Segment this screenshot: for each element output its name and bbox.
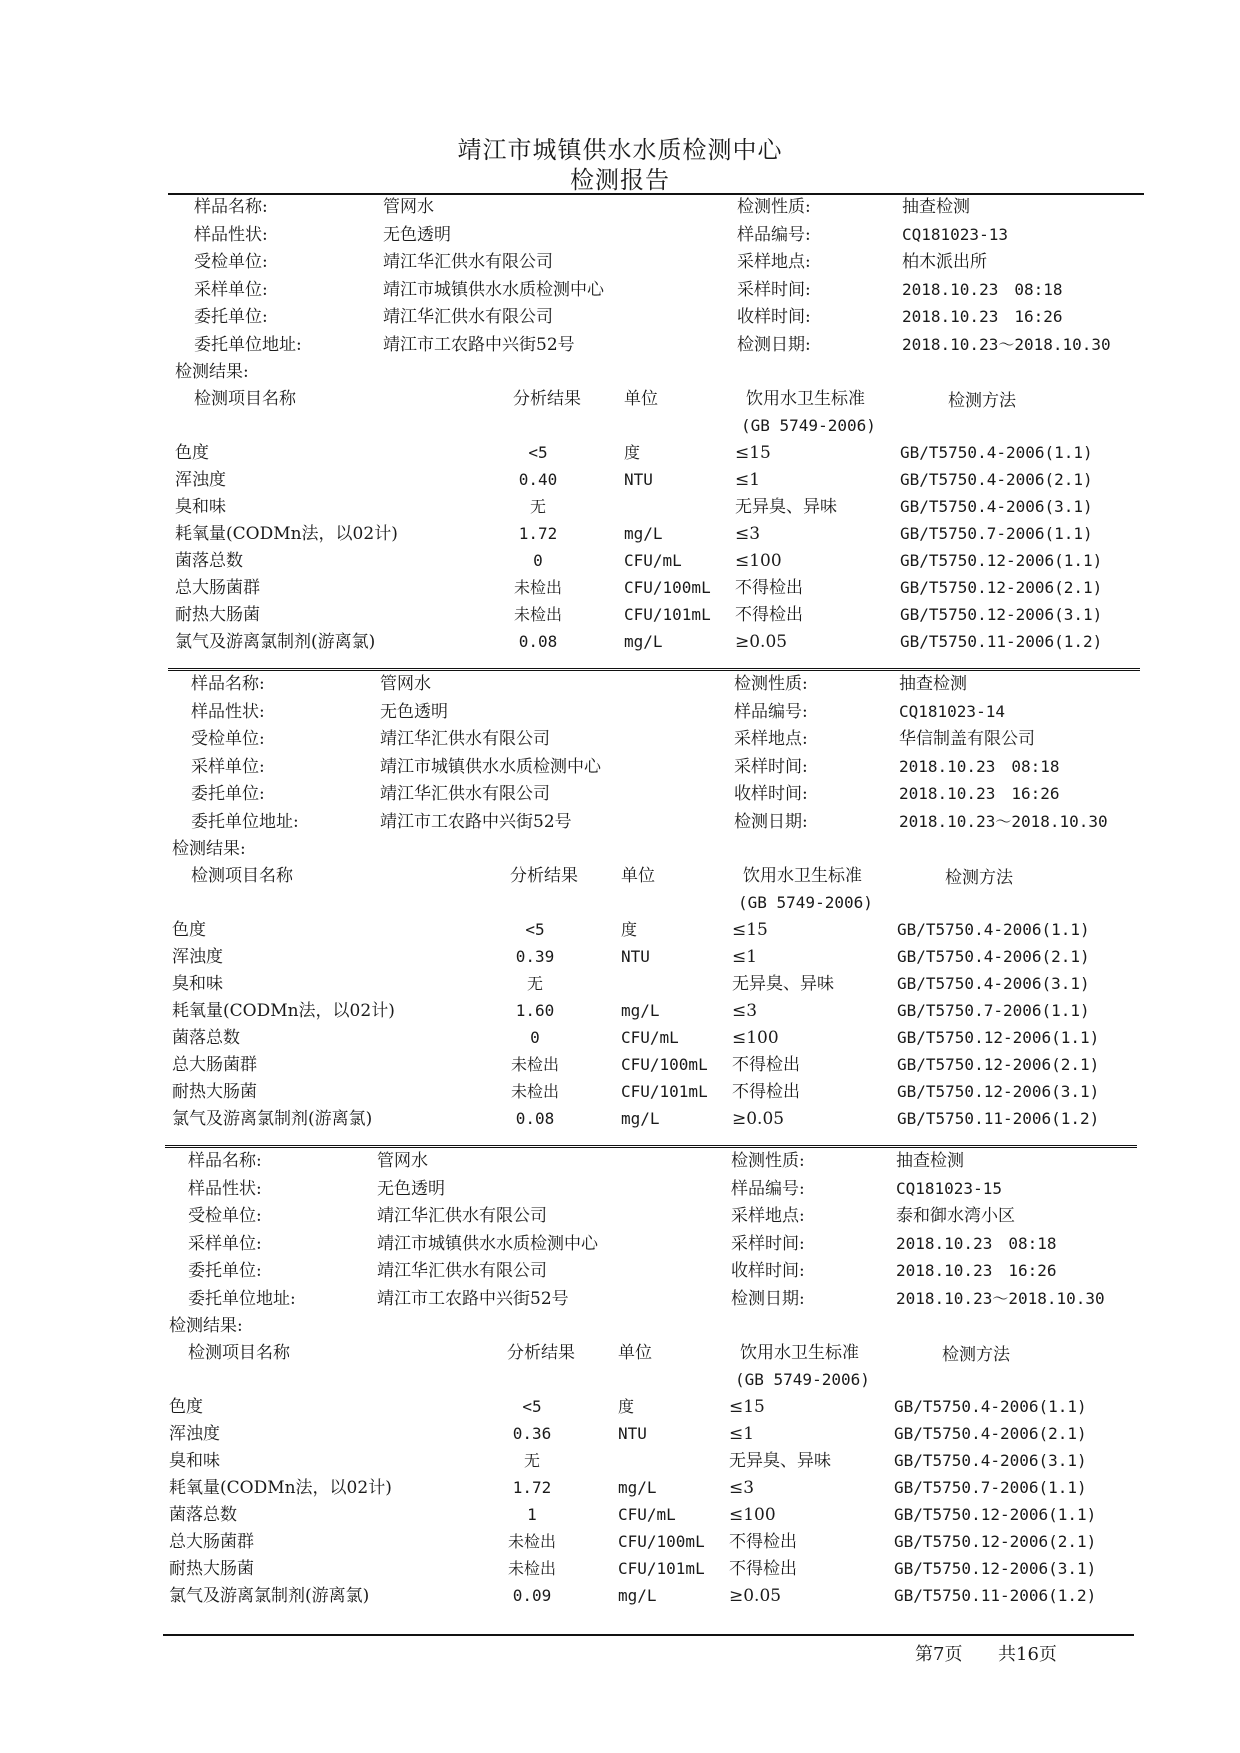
info-value: 靖江市城镇供水水质检测中心 (380, 756, 601, 777)
table-cell-unit: CFU/101mL (618, 1559, 705, 1578)
column-header: 分析结果 (510, 866, 578, 886)
table-cell-method: GB/T5750.7-2006(1.1) (900, 524, 1093, 543)
table-cell-method: GB/T5750.12-2006(3.1) (894, 1559, 1097, 1578)
info-value: CQ181023-15 (896, 1178, 1002, 1198)
info-value: 靖江市城镇供水水质检测中心 (383, 279, 604, 300)
table-cell-item: 臭和味 (172, 974, 223, 994)
table-cell-method: GB/T5750.7-2006(1.1) (894, 1478, 1087, 1497)
top-rule (168, 193, 1144, 195)
table-cell-method: GB/T5750.11-2006(1.2) (897, 1109, 1100, 1128)
table-cell-item: 菌落总数 (172, 1028, 240, 1048)
table-cell-method: GB/T5750.12-2006(1.1) (897, 1028, 1100, 1047)
table-cell-standard: 无异臭、异味 (735, 497, 837, 517)
info-value: 2018.10.23～2018.10.30 (899, 811, 1108, 831)
info-value: CQ181023-13 (902, 224, 1008, 244)
info-value: 2018.10.23 08:18 (899, 756, 1060, 776)
table-cell-item: 氯气及游离氯制剂(游离氯) (175, 632, 376, 652)
table-cell-result: 0.09 (512, 1586, 552, 1605)
info-label: 检测性质: (731, 1151, 805, 1171)
table-cell-standard: ≤3 (735, 524, 761, 544)
info-label: 采样地点: (731, 1206, 805, 1226)
table-cell-item: 色度 (172, 920, 206, 940)
table-cell-standard: 不得检出 (732, 1082, 800, 1102)
info-value: 2018.10.23 16:26 (902, 307, 1063, 326)
table-cell-method: GB/T5750.4-2006(2.1) (897, 947, 1090, 966)
info-label: 样品名称: (191, 674, 265, 694)
table-cell-method: GB/T5750.4-2006(3.1) (894, 1451, 1087, 1470)
info-label: 受检单位: (188, 1206, 262, 1226)
info-label: 采样地点: (737, 252, 811, 272)
table-cell-item: 耗氧量(CODMn法，以02计) (169, 1478, 392, 1498)
table-cell-standard: ≤3 (732, 1001, 758, 1021)
table-cell-unit: mg/L (621, 1109, 660, 1128)
info-label: 检测性质: (734, 674, 808, 694)
sample-block (0, 1150, 1240, 1630)
column-header: (GB 5749-2006) (738, 893, 873, 912)
table-cell-item: 耐热大肠菌 (175, 605, 260, 625)
table-cell-standard: ≤15 (735, 443, 771, 463)
info-label: 采样时间: (737, 279, 811, 300)
table-cell-standard: ≤1 (735, 470, 761, 490)
info-value: 抽查检测 (899, 674, 967, 694)
table-cell-item: 氯气及游离氯制剂(游离氯) (172, 1109, 373, 1129)
column-header: 单位 (624, 389, 658, 409)
table-cell-result: 0 (530, 1028, 540, 1047)
table-cell-standard: ≥0.05 (732, 1109, 785, 1129)
page-total: 共16页 (998, 1644, 1057, 1665)
table-cell-unit: mg/L (624, 524, 663, 543)
table-cell-unit: CFU/101mL (624, 605, 711, 624)
table-cell-unit: CFU/100mL (618, 1532, 705, 1551)
info-value: CQ181023-14 (899, 701, 1005, 721)
table-cell-standard: 不得检出 (729, 1532, 797, 1552)
table-cell-result: 未检出 (507, 1559, 557, 1578)
table-cell-standard: ≤15 (729, 1397, 765, 1417)
table-cell-result: <5 (528, 443, 548, 462)
table-cell-standard: ≤100 (735, 551, 782, 571)
column-header: 检测方法 (948, 391, 1016, 411)
table-cell-unit: CFU/100mL (624, 578, 711, 597)
info-value: 靖江市工农路中兴街52号 (377, 1288, 569, 1309)
table-cell-method: GB/T5750.11-2006(1.2) (894, 1586, 1097, 1605)
info-label: 采样时间: (731, 1233, 805, 1254)
info-label: 委托单位: (194, 307, 268, 327)
info-value: 靖江华汇供水有限公司 (380, 784, 550, 804)
table-cell-method: GB/T5750.11-2006(1.2) (900, 632, 1103, 651)
table-cell-method: GB/T5750.12-2006(2.1) (894, 1532, 1097, 1551)
table-cell-item: 菌落总数 (169, 1505, 237, 1525)
table-cell-unit: CFU/mL (618, 1505, 676, 1524)
results-heading: 检测结果: (172, 839, 246, 859)
info-value: 华信制盖有限公司 (899, 729, 1035, 749)
info-value: 泰和御水湾小区 (896, 1206, 1015, 1226)
info-value: 管网水 (383, 197, 434, 217)
table-cell-standard: ≤15 (732, 920, 768, 940)
info-label: 检测性质: (737, 197, 811, 217)
table-cell-standard: ≤1 (732, 947, 758, 967)
table-cell-item: 氯气及游离氯制剂(游离氯) (169, 1586, 370, 1606)
table-cell-method: GB/T5750.12-2006(2.1) (897, 1055, 1100, 1074)
table-cell-unit: NTU (618, 1424, 647, 1443)
info-label: 采样单位: (191, 756, 265, 777)
table-cell-item: 浑浊度 (172, 947, 223, 967)
info-value: 无色透明 (377, 1178, 445, 1199)
organization-title: 靖江市城镇供水水质检测中心 (457, 136, 783, 164)
table-cell-result: <5 (522, 1397, 542, 1416)
info-label: 样品名称: (188, 1151, 262, 1171)
table-cell-unit: 度 (621, 920, 638, 939)
table-cell-standard: 不得检出 (732, 1055, 800, 1075)
column-header: 饮用水卫生标准 (743, 866, 862, 886)
table-cell-standard: ≤100 (729, 1505, 776, 1525)
table-cell-unit: CFU/101mL (621, 1082, 708, 1101)
table-cell-method: GB/T5750.4-2006(1.1) (897, 920, 1090, 939)
sample-block (0, 196, 1240, 676)
page-number: 第7页 (915, 1644, 963, 1665)
table-cell-item: 总大肠菌群 (172, 1055, 257, 1075)
info-value: 2018.10.23 16:26 (899, 784, 1060, 803)
table-cell-item: 耐热大肠菌 (169, 1559, 254, 1579)
info-value: 靖江华汇供水有限公司 (383, 307, 553, 327)
table-cell-unit: mg/L (624, 632, 663, 651)
column-header: 检测方法 (945, 868, 1013, 888)
table-cell-standard: ≤1 (729, 1424, 755, 1444)
info-value: 抽查检测 (896, 1151, 964, 1171)
table-cell-method: GB/T5750.12-2006(3.1) (900, 605, 1103, 624)
info-label: 样品性状: (191, 701, 265, 722)
info-value: 2018.10.23～2018.10.30 (896, 1288, 1105, 1308)
table-cell-method: GB/T5750.7-2006(1.1) (897, 1001, 1090, 1020)
info-value: 2018.10.23 08:18 (896, 1233, 1057, 1253)
table-cell-item: 臭和味 (175, 497, 226, 517)
info-value: 抽查检测 (902, 197, 970, 217)
table-cell-item: 臭和味 (169, 1451, 220, 1471)
bottom-rule (163, 1634, 1134, 1636)
table-cell-unit: mg/L (618, 1586, 657, 1605)
table-cell-item: 色度 (169, 1397, 203, 1417)
info-label: 委托单位: (188, 1261, 262, 1281)
info-label: 委托单位地址: (191, 811, 299, 832)
table-cell-unit: NTU (621, 947, 650, 966)
table-cell-standard: 不得检出 (735, 605, 803, 625)
table-cell-result: 1.72 (518, 524, 558, 543)
info-value: 靖江华汇供水有限公司 (377, 1261, 547, 1281)
info-value: 管网水 (377, 1151, 428, 1171)
info-value: 靖江市城镇供水水质检测中心 (377, 1233, 598, 1254)
results-heading: 检测结果: (175, 362, 249, 382)
table-cell-unit: 度 (624, 443, 641, 462)
info-label: 委托单位地址: (194, 334, 302, 355)
table-cell-result: <5 (525, 920, 545, 939)
table-cell-method: GB/T5750.4-2006(2.1) (894, 1424, 1087, 1443)
table-cell-standard: ≤100 (732, 1028, 779, 1048)
info-label: 样品编号: (731, 1178, 805, 1199)
table-cell-standard: 不得检出 (729, 1559, 797, 1579)
table-cell-item: 总大肠菌群 (175, 578, 260, 598)
column-header: 饮用水卫生标准 (746, 389, 865, 409)
sample-block (0, 673, 1240, 1153)
column-header: 检测方法 (942, 1345, 1010, 1365)
table-cell-result: 未检出 (507, 1532, 557, 1551)
info-label: 采样时间: (734, 756, 808, 777)
table-cell-result: 1.72 (512, 1478, 552, 1497)
info-label: 收样时间: (734, 784, 808, 804)
column-header: 检测项目名称 (194, 389, 296, 409)
table-cell-standard: ≥0.05 (729, 1586, 782, 1606)
table-cell-standard: 无异臭、异味 (732, 974, 834, 994)
table-cell-result: 0.08 (518, 632, 558, 651)
info-value: 2018.10.23 08:18 (902, 279, 1063, 299)
table-cell-method: GB/T5750.4-2006(1.1) (900, 443, 1093, 462)
info-label: 样品性状: (194, 224, 268, 245)
info-label: 采样单位: (188, 1233, 262, 1254)
info-value: 2018.10.23 16:26 (896, 1261, 1057, 1280)
table-cell-result: 0 (533, 551, 543, 570)
info-label: 样品编号: (734, 701, 808, 722)
table-cell-method: GB/T5750.12-2006(1.1) (900, 551, 1103, 570)
table-cell-item: 耐热大肠菌 (172, 1082, 257, 1102)
results-heading: 检测结果: (169, 1316, 243, 1336)
column-header: 饮用水卫生标准 (740, 1343, 859, 1363)
table-cell-item: 浑浊度 (169, 1424, 220, 1444)
info-value: 无色透明 (383, 224, 451, 245)
table-cell-result: 无 (529, 497, 547, 516)
info-label: 委托单位地址: (188, 1288, 296, 1309)
report-title: 检测报告 (570, 166, 670, 194)
table-cell-item: 耗氧量(CODMn法，以02计) (175, 524, 398, 544)
table-cell-result: 1 (527, 1505, 537, 1524)
table-cell-unit: CFU/100mL (621, 1055, 708, 1074)
info-label: 采样地点: (734, 729, 808, 749)
table-cell-result: 未检出 (513, 605, 563, 624)
column-header: 检测项目名称 (188, 1343, 290, 1363)
table-cell-item: 浑浊度 (175, 470, 226, 490)
table-cell-result: 无 (526, 974, 544, 993)
info-label: 采样单位: (194, 279, 268, 300)
table-cell-item: 耗氧量(CODMn法，以02计) (172, 1001, 395, 1021)
info-label: 样品性状: (188, 1178, 262, 1199)
table-cell-result: 0.08 (515, 1109, 555, 1128)
table-cell-result: 0.36 (512, 1424, 552, 1443)
column-header: (GB 5749-2006) (741, 416, 876, 435)
table-cell-method: GB/T5750.12-2006(2.1) (900, 578, 1103, 597)
table-cell-method: GB/T5750.12-2006(3.1) (897, 1082, 1100, 1101)
table-cell-result: 1.60 (515, 1001, 555, 1020)
table-cell-method: GB/T5750.4-2006(1.1) (894, 1397, 1087, 1416)
info-label: 受检单位: (191, 729, 265, 749)
column-header: (GB 5749-2006) (735, 1370, 870, 1389)
info-label: 检测日期: (737, 334, 811, 355)
table-cell-result: 未检出 (510, 1055, 560, 1074)
table-cell-item: 总大肠菌群 (169, 1532, 254, 1552)
table-cell-result: 未检出 (513, 578, 563, 597)
column-header: 单位 (621, 866, 655, 886)
info-value: 靖江市工农路中兴街52号 (380, 811, 572, 832)
info-value: 靖江华汇供水有限公司 (383, 252, 553, 272)
table-cell-unit: mg/L (618, 1478, 657, 1497)
table-cell-standard: 无异臭、异味 (729, 1451, 831, 1471)
table-cell-unit: mg/L (621, 1001, 660, 1020)
info-label: 委托单位: (191, 784, 265, 804)
info-value: 无色透明 (380, 701, 448, 722)
table-cell-result: 0.40 (518, 470, 558, 489)
table-cell-result: 未检出 (510, 1082, 560, 1101)
table-cell-unit: CFU/mL (624, 551, 682, 570)
info-label: 收样时间: (731, 1261, 805, 1281)
table-cell-unit: CFU/mL (621, 1028, 679, 1047)
info-value: 靖江市工农路中兴街52号 (383, 334, 575, 355)
info-label: 检测日期: (731, 1288, 805, 1309)
table-cell-method: GB/T5750.4-2006(3.1) (897, 974, 1090, 993)
column-header: 单位 (618, 1343, 652, 1363)
table-cell-item: 菌落总数 (175, 551, 243, 571)
info-label: 收样时间: (737, 307, 811, 327)
table-cell-standard: ≥0.05 (735, 632, 788, 652)
info-label: 受检单位: (194, 252, 268, 272)
info-label: 样品编号: (737, 224, 811, 245)
info-value: 管网水 (380, 674, 431, 694)
column-header: 分析结果 (507, 1343, 575, 1363)
table-cell-standard: 不得检出 (735, 578, 803, 598)
info-value: 靖江华汇供水有限公司 (380, 729, 550, 749)
info-value: 靖江华汇供水有限公司 (377, 1206, 547, 1226)
table-cell-method: GB/T5750.4-2006(3.1) (900, 497, 1093, 516)
table-cell-method: GB/T5750.12-2006(1.1) (894, 1505, 1097, 1524)
info-label: 检测日期: (734, 811, 808, 832)
table-cell-method: GB/T5750.4-2006(2.1) (900, 470, 1093, 489)
table-cell-result: 无 (523, 1451, 541, 1470)
column-header: 分析结果 (513, 389, 581, 409)
info-label: 样品名称: (194, 197, 268, 217)
column-header: 检测项目名称 (191, 866, 293, 886)
info-value: 2018.10.23～2018.10.30 (902, 334, 1111, 354)
info-value: 柏木派出所 (902, 252, 987, 272)
table-cell-standard: ≤3 (729, 1478, 755, 1498)
table-cell-result: 0.39 (515, 947, 555, 966)
table-cell-unit: 度 (618, 1397, 635, 1416)
table-cell-item: 色度 (175, 443, 209, 463)
table-cell-unit: NTU (624, 470, 653, 489)
